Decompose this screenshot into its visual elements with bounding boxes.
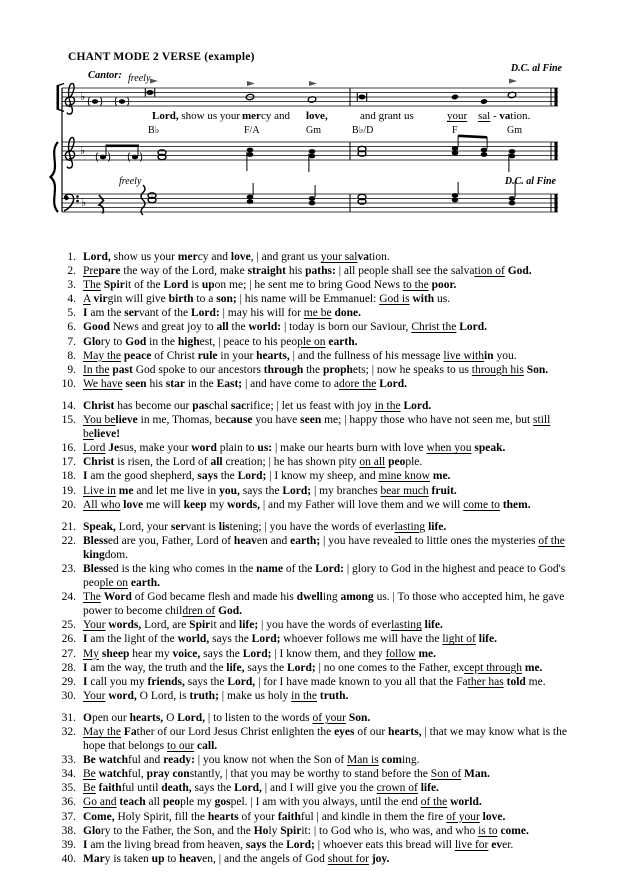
dc-al-fine-accomp: D.C. al Fine — [504, 176, 556, 187]
verse-text: Your words, Lord, are Spirit and life; | you have the words of everlasting life. — [83, 619, 443, 632]
verse-row — [54, 824, 594, 838]
verse-row — [54, 661, 594, 675]
quarter-rest-icon — [99, 195, 104, 214]
lyric-segment: and grant us — [360, 110, 414, 122]
verse-row — [54, 292, 594, 306]
verse-text: Speak, Lord, your servant is listening; | you have the words of everlasting life. — [83, 520, 447, 533]
verse-text: May the peace of Christ rule in your hearts, | and the fullness of his message live within you. — [83, 349, 517, 362]
verse-number: 10. — [61, 377, 76, 390]
verse-row — [54, 498, 594, 512]
verse-row — [54, 399, 594, 413]
verse-text: Go and teach all people my gospel. | I am with you always, until the end of the world. — [83, 796, 482, 809]
chord-symbol: Gm — [507, 125, 522, 136]
verse-text: Come, Holy Spirit, fill the hearts of your faithful | and kindle in them the fire of your love. — [83, 810, 506, 823]
rh-notes — [96, 135, 557, 173]
verse-number: 7. — [67, 335, 76, 348]
flat-sign: ♭ — [81, 196, 87, 209]
verse-number: 36. — [61, 796, 76, 809]
verse-row — [54, 520, 594, 534]
verse-group — [54, 250, 594, 391]
chord-symbol: B♭/D — [352, 125, 374, 136]
verse-number: 19. — [61, 484, 76, 497]
verses-section — [54, 250, 594, 874]
tempo-marking-accomp: freely — [119, 176, 142, 187]
verse-number: 24. — [61, 591, 76, 604]
accent-mark — [150, 79, 517, 87]
verse-text: Christ is risen, the Lord of all creation; | he has shown pity on all people. — [83, 456, 423, 469]
verse-text: The Spirit of the Lord is upon me; | he sent me to bring Good News to the poor. — [83, 279, 457, 292]
verse-row — [54, 278, 594, 292]
verse-row — [54, 320, 594, 334]
flat-sign: ♭ — [80, 90, 86, 103]
verse-row — [54, 562, 594, 590]
verse-text: Be watchful, pray constantly, | that you may be worthy to stand before the Son of Man. — [83, 768, 490, 781]
verse-number: 26. — [61, 633, 76, 646]
verse-number: 6. — [67, 321, 76, 334]
verse-row — [54, 711, 594, 725]
verse-number: 25. — [61, 619, 76, 632]
verse-number: 14. — [61, 399, 76, 412]
verse-number: 2. — [67, 265, 76, 278]
verse-row — [54, 852, 594, 866]
verse-text: I am the good shepherd, says the Lord; | I know my sheep, and mine know me. — [83, 470, 451, 483]
verse-text: Glory to the Father, the Son, and the Holy Spirit: | to God who is, who was, and who is to come. — [83, 824, 529, 837]
verse-number: 4. — [67, 293, 76, 306]
verse-number: 40. — [61, 852, 76, 865]
verse-row — [54, 335, 594, 349]
recitation-note — [357, 93, 366, 101]
verse-number: 9. — [67, 363, 76, 376]
chord-symbol: F — [452, 125, 458, 136]
lyric-segment: love, — [306, 110, 328, 122]
verse-text: May the Father of our Lord Jesus Christ enlighten the eyes of our hearts, | that we may know what is the hope that belongs to our call. — [83, 726, 567, 753]
verse-row — [54, 795, 594, 809]
flat-sign: ♭ — [80, 144, 86, 157]
lyric-segment: Lord, show us your — [152, 110, 241, 122]
verse-number: 1. — [67, 251, 76, 263]
verse-row — [54, 484, 594, 498]
verse-number: 17. — [61, 456, 76, 469]
verse-row — [54, 753, 594, 767]
verse-text: I am the servant of the Lord: | may his will for me be done. — [83, 307, 361, 320]
verse-text: You believe in me, Thomas, because you have seen me; | happy those who have not seen me, but still believe! — [83, 414, 551, 441]
verse-row — [54, 689, 594, 703]
verse-row — [54, 647, 594, 661]
verse-number: 29. — [61, 675, 76, 688]
verse-number: 30. — [61, 689, 76, 702]
verse-text: Be faithful until death, says the Lord, | and I will give you the crown of life. — [83, 782, 439, 795]
verse-text: Glory to God in the highest, | peace to his people on earth. — [83, 335, 358, 348]
verse-text: Open our hearts, O Lord, | to listen to the words of your Son. — [83, 711, 371, 724]
verse-number: 3. — [67, 279, 76, 292]
recitation-note — [145, 89, 154, 97]
verse-group — [54, 520, 594, 703]
verse-row — [54, 469, 594, 483]
verse-number: 28. — [61, 661, 76, 674]
verse-number: 37. — [61, 810, 76, 823]
verse-text: Blessed are you, Father, Lord of heaven and earth; | you have revealed to little ones the mysteries of the kingdom. — [83, 534, 565, 561]
verse-number: 39. — [61, 838, 76, 851]
grand-staff-brace — [51, 142, 59, 212]
verse-group — [54, 711, 594, 866]
verse-text: Be watchful and ready: | you know not when the Son of Man is coming. — [83, 754, 420, 767]
verse-text: In the past God spoke to our ancestors through the prophets; | now he speaks to us through his Son. — [83, 363, 549, 376]
verse-text: Your word, O Lord, is truth; | make us holy in the truth. — [83, 689, 349, 702]
quarter-note — [480, 98, 488, 104]
verse-row — [54, 377, 594, 391]
verse-number: 34. — [61, 768, 76, 781]
verse-text: All who love me will keep my words, | and my Father will love them and we will come to them. — [83, 498, 531, 511]
verse-row — [54, 441, 594, 455]
cantor-label: Cantor: — [88, 70, 122, 81]
page-title: CHANT MODE 2 VERSE (example) — [68, 51, 255, 63]
tempo-marking-cantor: freely — [128, 73, 151, 84]
verse-text: I am the living bread from heaven, says the Lord; | whoever eats this bread will live for ever. — [83, 838, 514, 851]
verse-group — [54, 399, 594, 512]
verse-row — [54, 590, 594, 618]
verse-number: 38. — [61, 824, 76, 837]
verse-row — [54, 838, 594, 852]
chord-symbol: Gm — [306, 125, 321, 136]
verse-row — [54, 455, 594, 469]
bass-clef-icon — [64, 194, 79, 211]
dc-al-fine-top: D.C. al Fine — [510, 63, 562, 74]
verse-number: 32. — [61, 726, 76, 738]
verse-number: 22. — [61, 534, 76, 547]
whole-note-chord — [358, 146, 366, 156]
verse-row — [54, 250, 594, 264]
verse-number: 27. — [61, 647, 76, 660]
verse-text: Good News and great joy to all the world: | today is born our Saviour, Christ the Lord. — [83, 321, 488, 334]
verse-text: I call you my friends, says the Lord, | for I have made known to you all that the Father has told me. — [83, 675, 546, 688]
verse-row — [54, 264, 594, 278]
verse-row — [54, 725, 594, 753]
verse-row — [54, 781, 594, 795]
music-system — [0, 0, 620, 246]
verse-text: Mary is taken up to heaven, | and the angels of God shout for joy. — [83, 852, 390, 865]
chord-symbol: F/A — [244, 125, 260, 136]
lyric-segment: your — [447, 110, 468, 122]
verse-text: Christ has become our paschal sacrifice; | let us feast with joy in the Lord. — [83, 399, 432, 412]
chord-symbol: B♭ — [148, 125, 160, 136]
verse-number: 18. — [61, 470, 76, 483]
verse-text: Live in me and let me live in you, says the Lord; | my branches bear much fruit. — [83, 484, 457, 497]
verse-row — [54, 534, 594, 562]
verse-number: 35. — [61, 782, 76, 795]
lyric-segment: sal - vation. — [478, 110, 531, 122]
verse-text: My sheep hear my voice, says the Lord; | I know them, and they follow me. — [83, 647, 437, 660]
verse-row — [54, 363, 594, 377]
verse-row — [54, 349, 594, 363]
verse-number: 20. — [61, 498, 76, 511]
verse-number: 5. — [67, 307, 76, 320]
verse-text: I am the light of the world, says the Lord; whoever follows me will have the light of life. — [83, 633, 497, 646]
verse-number: 23. — [61, 562, 76, 575]
verse-row — [54, 413, 594, 441]
verse-number: 15. — [61, 414, 76, 427]
verse-number: 21. — [61, 520, 76, 533]
verse-text: Prepare the way of the Lord, make straight his paths: | all people shall see the salvation of God. — [83, 265, 532, 278]
verse-row — [54, 675, 594, 689]
verse-number: 31. — [61, 711, 76, 724]
verse-row — [54, 767, 594, 781]
verse-number: 33. — [61, 754, 76, 767]
verse-row — [54, 618, 594, 632]
verse-text: Blessed is the king who comes in the name of the Lord: | glory to God in the highest and peace to God's people on earth. — [83, 562, 566, 590]
verse-text: Lord, show us your mercy and love, | and grant us your salvation. — [83, 251, 390, 263]
verse-row — [54, 632, 594, 646]
arpeggio-icon — [141, 185, 145, 215]
quarter-note — [451, 94, 459, 100]
verse-text: Lord Jesus, make your word plain to us: | make our hearts burn with love when you speak. — [83, 442, 506, 455]
verse-text: I am the way, the truth and the life, says the Lord; | no one comes to the Father, except through me. — [83, 661, 543, 674]
verse-text: We have seen his star in the East; | and have come to adore the Lord. — [83, 377, 407, 390]
verse-text: A virgin will give birth to a son; | his name will be Emmanuel: God is with us. — [83, 293, 451, 306]
verse-text: The Word of God became flesh and made his dwelling among us. | To those who accepted him, he gave power to become children of God. — [83, 591, 565, 618]
lh-notes — [99, 181, 558, 215]
verse-row — [54, 306, 594, 320]
verse-row — [54, 810, 594, 824]
verse-number: 16. — [61, 442, 76, 455]
lyric-segment: mercy and — [242, 110, 290, 122]
verse-number: 8. — [67, 349, 76, 362]
